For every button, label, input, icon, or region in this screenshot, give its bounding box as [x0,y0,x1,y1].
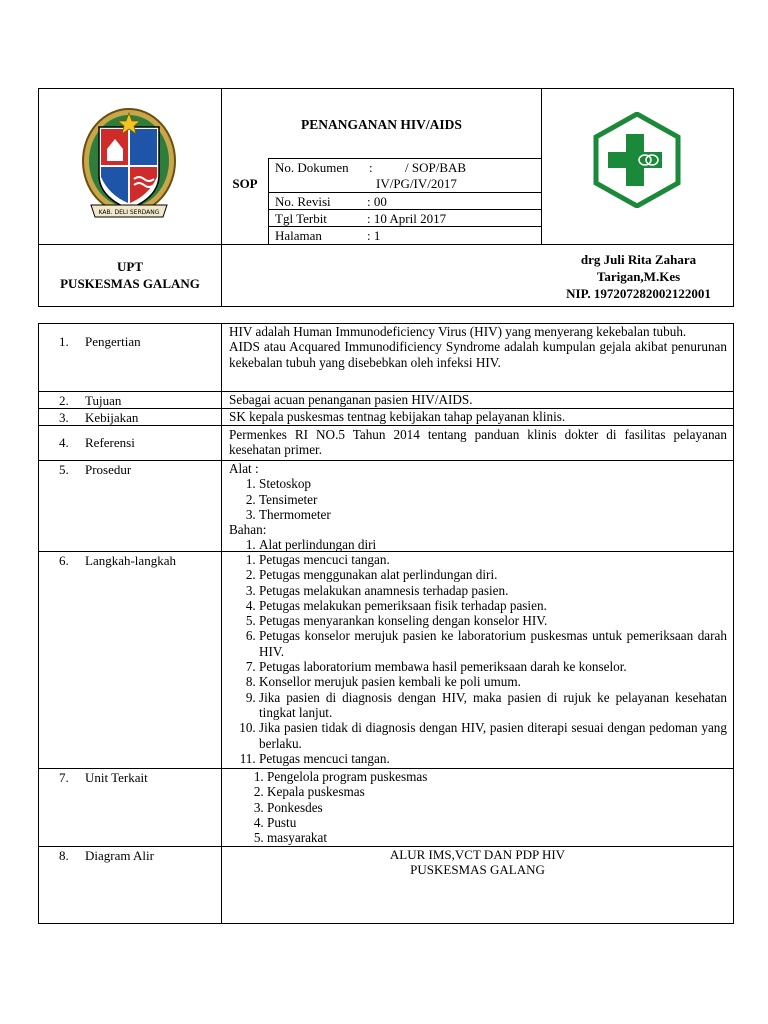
row-2-label: Tujuan [85,393,122,408]
row-8-label: Diagram Alir [85,848,154,863]
step-item: 10. Jika pasien tidak di diagnosis dengan HIV, pasien diterapi sesuai dengan pedoman yang berlaku. [259,720,727,751]
unit-item: 4. Pustu [267,815,727,830]
row-7-content [229,769,727,845]
issue-date-value: : 10 April 2017 [367,211,447,226]
diagram-title-line-1: ALUR IMS,VCT DAN PDP HIV [389,847,566,862]
bahan-label: Bahan: [229,522,267,538]
puskesmas-cross-icon [592,112,682,208]
row-6-content [229,552,727,766]
row-6-label: Langkah-langkah [85,553,176,568]
org-line-2: PUSKESMAS GALANG [60,276,200,291]
doc-number-value-1: / SOP/BAB [405,160,467,175]
row-1-content [229,324,727,370]
page-value: : 1 [367,228,381,243]
step-item: 4. Petugas melakukan pemeriksaan fisik terhadap pasien. [259,598,727,613]
step-item: 3. Petugas melakukan anamnesis terhadap pasien. [259,583,727,598]
issue-date-label: Tgl Terbit [275,211,327,226]
org-line-1: UPT [117,259,143,274]
row-6-number: 6. [59,553,69,568]
alat-label: Alat : [229,461,259,476]
step-item: 2. Petugas menggunakan alat perlindungan diri. [259,567,727,582]
pengertian-hiv: HIV adalah Human Immunodeficiency Virus (HIV) yang menyerang kekebalan tubuh. [229,324,687,339]
page-label: Halaman [275,228,322,243]
step-item: 6. Petugas konselor merujuk pasien ke laboratorium puskesmas untuk pemeriksaan darah HIV. [259,628,727,659]
row-2-content: Sebagai acuan penanganan pasien HIV/AIDS. [229,392,473,407]
row-1-number: 1. [59,334,69,349]
step-item: 5. Petugas menyarankan konseling dengan konselor HIV. [259,613,727,628]
pengertian-aids: AIDS atau Acquared Immunodificiency Syndrome adalah kumpulan gejala akibat penurunan kekebalan tubuh yang disebebkan oleh infeksi HIV. [229,339,727,370]
bahan-item: 1. Alat perlindungan diri [259,537,727,552]
revision-value: : 00 [367,194,387,209]
unit-item: 5. masyarakat [267,830,727,845]
row-4-content: Permenkes RI NO.5 Tahun 2014 tentang panduan klinis dokter di fasilitas pelayanan kesehatan primer. [229,427,727,458]
step-item: 11. Petugas mencuci tangan. [259,751,727,766]
sop-label: SOP [232,176,258,191]
regency-emblem [79,105,179,227]
signer-name-1: drg Juli Rita Zahara [580,252,697,267]
unit-item: 1. Pengelola program puskesmas [267,769,727,784]
row-7-label: Unit Terkait [85,770,148,785]
row-4-number: 4. [59,435,69,450]
step-item: 8. Konsellor merujuk pasien kembali ke poli umum. [259,674,727,689]
alat-item: 3. Thermometer [259,507,727,522]
row-5-number: 5. [59,462,69,477]
signer-nip: NIP. 197207282002122001 [566,286,711,301]
row-1-label: Pengertian [85,334,141,349]
row-7-number: 7. [59,770,69,785]
diagram-title [222,847,733,878]
row-2-number: 2. [59,393,69,408]
row-5-content [229,461,727,553]
row-3-label: Kebijakan [85,410,139,425]
step-item: 1. Petugas mencuci tangan. [259,552,727,567]
doc-number-label: No. Dokumen [275,160,349,175]
doc-number-value-2: IV/PG/IV/2017 [376,176,457,191]
document-title: PENANGANAN HIV/AIDS [301,117,462,132]
signer-name-2: Tarigan,M.Kes [596,269,681,284]
svg-text:KAB. DELI SERDANG: KAB. DELI SERDANG [98,209,160,216]
header-table [38,88,734,307]
row-3-content: SK kepala puskesmas tentnag kebijakan tahap pelayanan klinis. [229,409,566,424]
row-5-label: Prosedur [85,462,132,477]
unit-item: 3. Ponkesdes [267,800,727,815]
revision-label: No. Revisi [275,194,331,209]
diagram-title-line-2: PUSKESMAS GALANG [410,862,545,878]
unit-item: 2. Kepala puskesmas [267,784,727,799]
doc-number-sep: : [369,160,373,175]
alat-item: 1. Stetoskop [259,476,727,491]
step-item: 9. Jika pasien di diagnosis dengan HIV, maka pasien di rujuk ke pelayanan kesehatan tingkat lanjut. [259,690,727,721]
alat-item: 2. Tensimeter [259,492,727,507]
step-item: 7. Petugas laboratorium membawa hasil pemeriksaan darah ke konselor. [259,659,727,674]
row-8-number: 8. [59,848,69,863]
sop-content-table [38,323,734,924]
regency-emblem-icon [79,105,179,227]
row-3-number: 3. [59,410,69,425]
row-4-label: Referensi [85,435,135,450]
puskesmas-logo [592,112,682,208]
